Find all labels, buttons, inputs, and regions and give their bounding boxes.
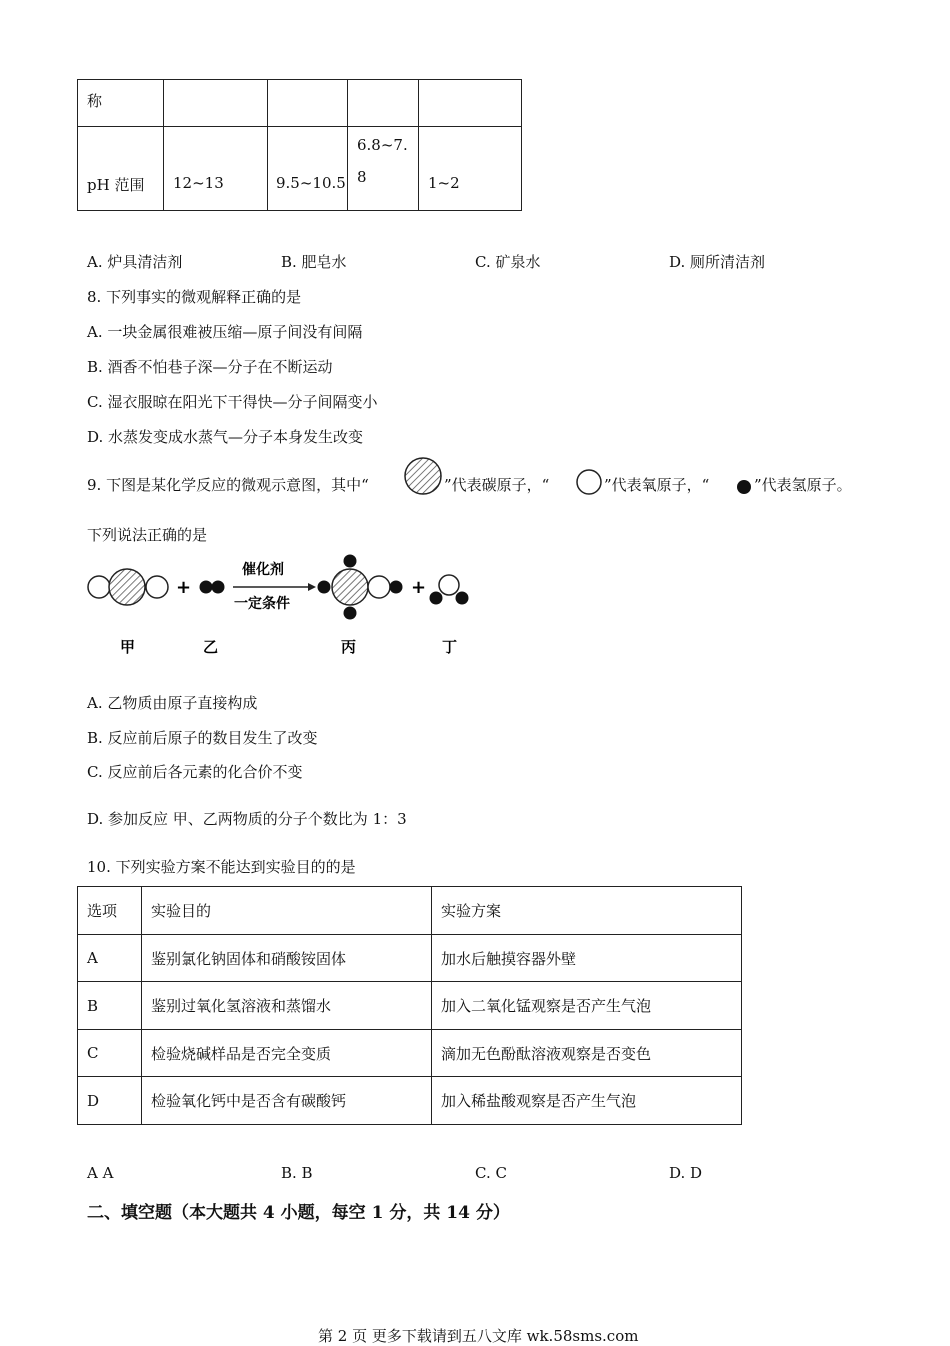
hydrogen-atom-icon [735,478,753,496]
reaction-diagram [80,550,480,660]
table-header-cell: 选项 [78,887,142,935]
table-row [78,935,742,982]
q9-stem-part3: ”代表氧原子，“ [604,476,710,494]
ph-table [77,79,522,211]
table-cell: A [78,935,142,982]
molecule-bing [318,555,403,620]
q9-option-a: A. 乙物质由原子直接构成 [87,694,258,712]
q9-option-c: C. 反应前后各元素的化合价不变 [87,763,303,781]
table-cell: 鉴别氯化钠固体和硝酸铵固体 [142,935,432,982]
table-cell: 加入二氧化锰观察是否产生气泡 [432,982,742,1030]
q10-stem: 10. 下列实验方案不能达到实验目的的是 [87,858,356,876]
q9-stem-part1: 9. 下图是某化学反应的微观示意图，其中“ [87,476,369,494]
molecule-ding [430,575,469,605]
table-cell: 检验烧碱样品是否完全变质 [142,1030,432,1077]
table-row [78,1030,742,1077]
table-cell: 检验氧化钙中是否含有碳酸钙 [142,1077,432,1125]
q9-stem-line2: 下列说法正确的是 [87,526,208,544]
q9-option-b: B. 反应前后原子的数目发生了改变 [87,729,318,747]
table-header-cell: 实验方案 [432,887,742,935]
table-cell: 加入稀盐酸观察是否产生气泡 [432,1077,742,1125]
oxygen-atom-icon [575,468,603,496]
q9-stem-part4: ”代表氢原子。 [754,476,852,494]
table-header-cell: 实验目的 [142,887,432,935]
molecule-jia [88,569,168,605]
q7-option-c: C. 矿泉水 [475,253,541,271]
q10-option-a: A A [87,1164,114,1182]
ph-range-label-cell: pH 范围 [78,127,164,211]
page-footer: 第 2 页 更多下载请到五八文库 wk.58sms.com [318,1327,639,1345]
carbon-atom-icon [403,456,443,496]
ph-value-cell: 1~2 [419,127,522,211]
label-yi: 乙 [203,638,219,656]
q8-option-b: B. 酒香不怕巷子深—分子在不断运动 [87,358,333,376]
table-cell: 加水后触摸容器外壁 [432,935,742,982]
plus-sign: + [176,577,192,598]
q7-option-a: A. 炉具清洁剂 [87,253,183,271]
q10-table [77,886,742,1125]
table-cell: B [78,982,142,1030]
table-cell: C [78,1030,142,1077]
q10-option-b: B. B [281,1164,313,1182]
q9-stem-part2: ”代表碳原子，“ [444,476,550,494]
table-cell: D [78,1077,142,1125]
section-heading: 二、填空题（本大题共 4 小题，每空 1 分，共 14 分） [87,1203,510,1223]
table-row [78,1077,742,1125]
ph-table-name-cell: 称 [78,80,164,127]
label-ding: 丁 [442,638,458,656]
q8-option-c: C. 湿衣服晾在阳光下干得快—分子间隔变小 [87,393,378,411]
ph-value-cell: 9.5~10.5 [268,127,348,211]
q8-option-a: A. 一块金属很难被压缩—原子间没有间隔 [87,323,363,341]
ph-value-cell: 6.8~7. 8 [348,127,419,211]
molecule-yi [200,581,225,594]
q10-option-d: D. D [669,1164,703,1182]
ph-value-cell: 12~13 [164,127,268,211]
table-header-row [78,887,742,935]
label-jia: 甲 [120,638,136,656]
q7-option-b: B. 肥皂水 [281,253,347,271]
q9-option-d: D. 参加反应 甲、乙两物质的分子个数比为 1：3 [87,810,407,828]
arrow-condition-top: 催化剂 [242,562,284,578]
label-bing: 丙 [341,638,357,656]
q8-option-d: D. 水蒸发变成水蒸气—分子本身发生改变 [87,428,364,446]
table-cell: 鉴别过氧化氢溶液和蒸馏水 [142,982,432,1030]
q8-stem: 8. 下列事实的微观解释正确的是 [87,288,302,306]
arrow-condition-bottom: 一定条件 [234,596,290,612]
plus-sign: + [411,577,427,598]
q7-option-d: D. 厕所清洁剂 [669,253,766,271]
table-row [78,982,742,1030]
q10-option-c: C. C [475,1164,507,1182]
table-cell: 滴加无色酚酞溶液观察是否变色 [432,1030,742,1077]
